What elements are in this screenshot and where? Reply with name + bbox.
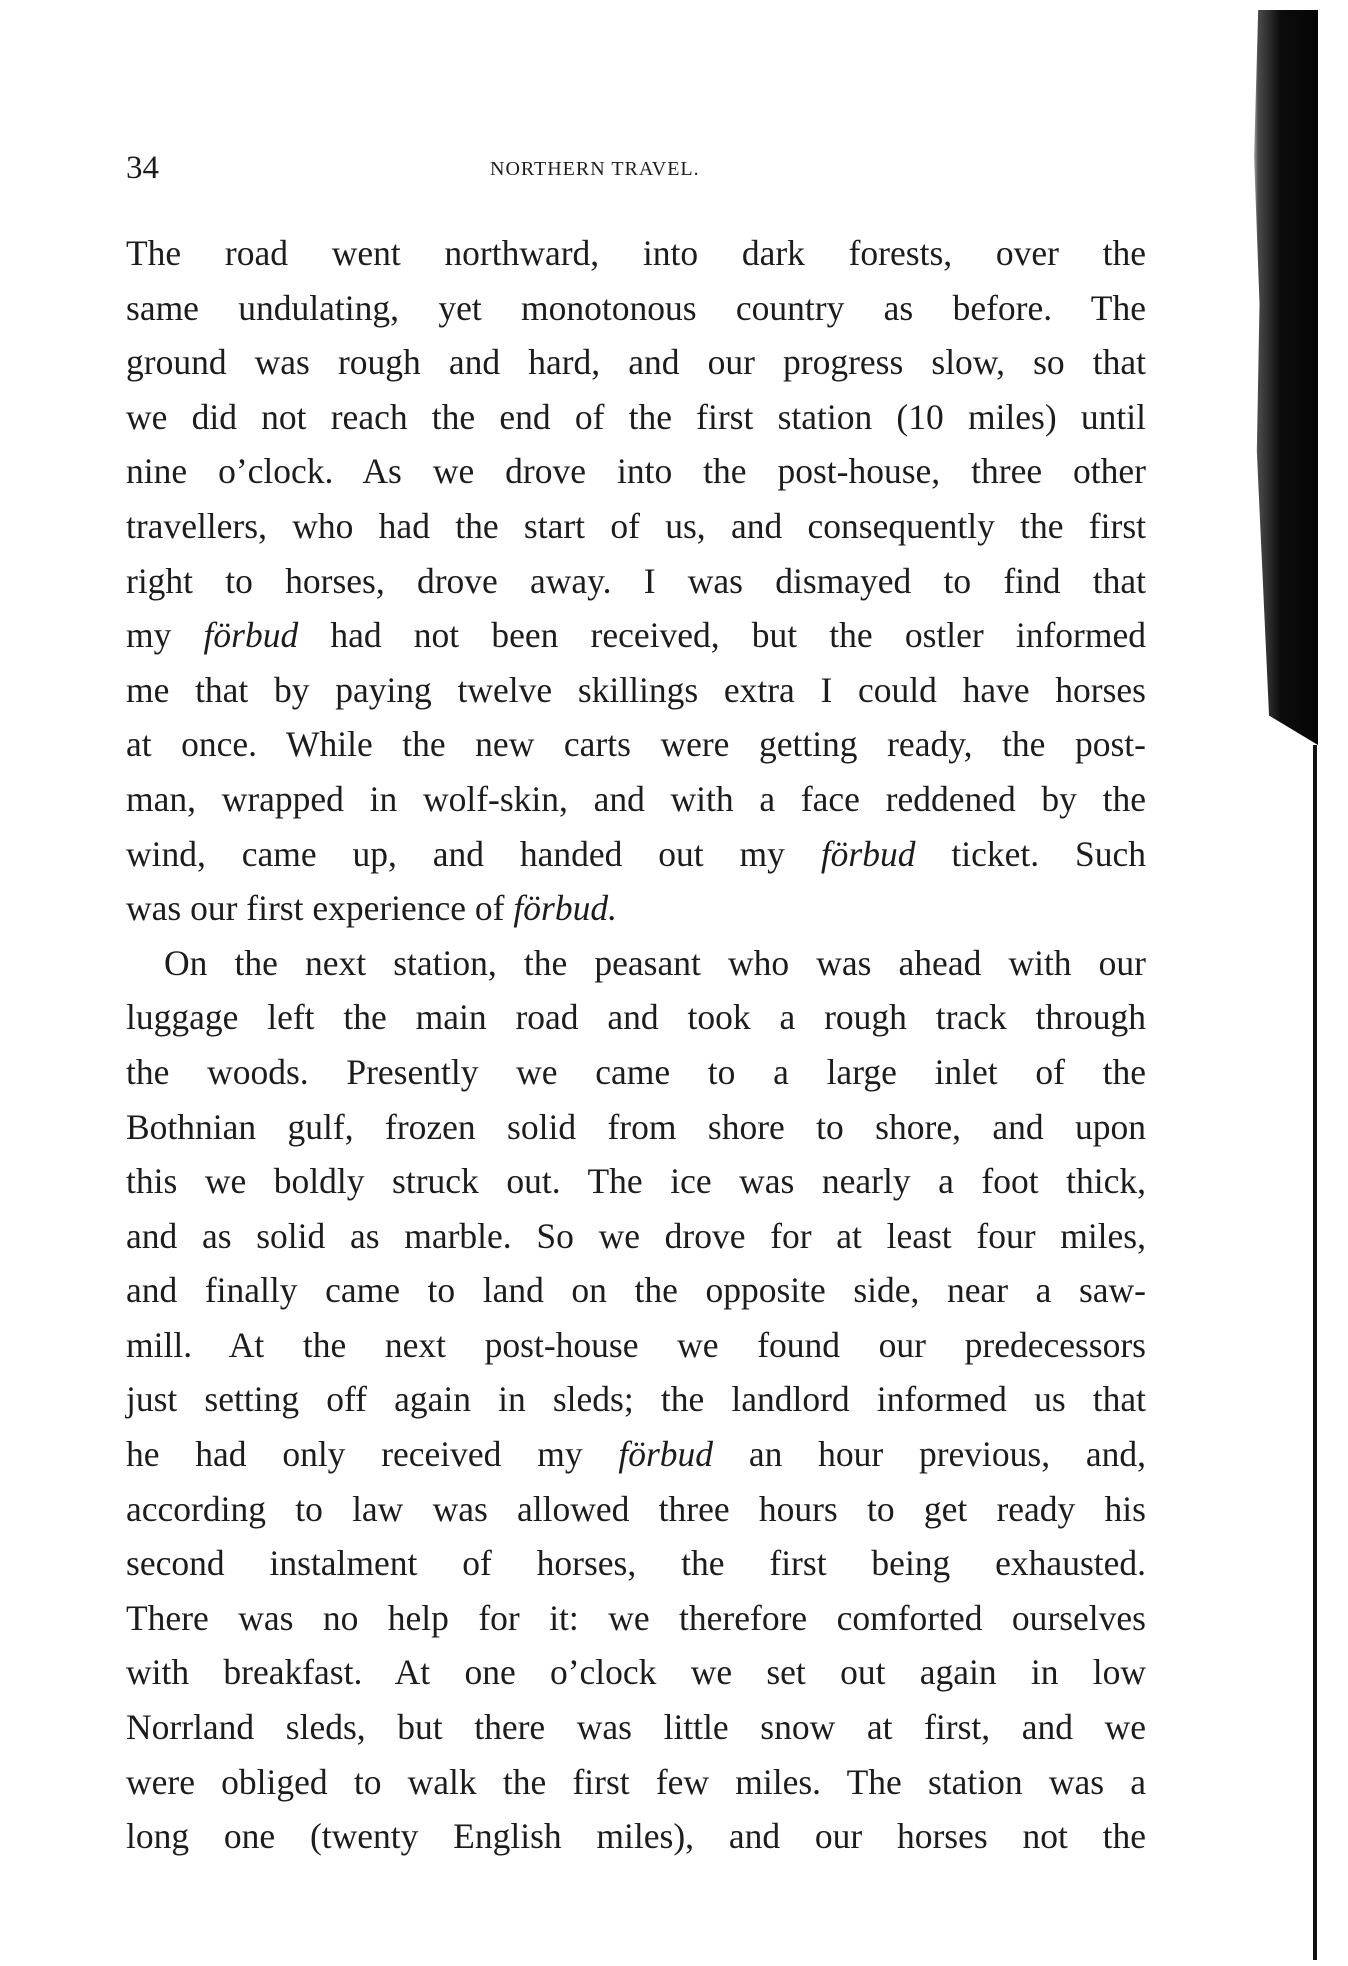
text-line: nine o’clock. As we drove into the post-house, three other	[126, 451, 1146, 492]
text-line: The road went northward, into dark forests, over the	[126, 233, 1146, 273]
text-line: me that by paying twelve skillings extra I could have horses	[126, 669, 1146, 710]
body-text	[126, 226, 1146, 1864]
paragraph-end-line: was our first experience of förbud.	[126, 888, 617, 929]
text-line: mill. At the next post-house we found our predecessors	[126, 1324, 1146, 1365]
text-line: Norrland sleds, but there was little snow at first, and we	[126, 1707, 1146, 1748]
italic-term: förbud	[820, 833, 916, 874]
italic-term: förbud	[203, 615, 299, 656]
text-line: and finally came to land on the opposite side, near a saw-	[126, 1270, 1146, 1311]
text-line: this we boldly struck out. The ice was nearly a foot thick,	[126, 1161, 1146, 1202]
running-head: NORTHERN TRAVEL.	[490, 158, 700, 180]
text-line: wind, came up, and handed out my förbud ticket. Such	[126, 833, 1146, 874]
text-line: he had only received my förbud an hour previous, and,	[126, 1434, 1147, 1475]
text-line: were obliged to walk the first few miles. The station was a	[126, 1761, 1146, 1802]
text-line: ground was rough and hard, and our progress slow, so that	[126, 342, 1146, 383]
text-line: the woods. Presently we came to a large inlet of the	[126, 1051, 1146, 1092]
text-line: luggage left the main road and took a rough track through	[126, 997, 1146, 1038]
text-line: my förbud had not been received, but the ostler informed	[126, 615, 1146, 656]
text-line: same undulating, yet monotonous country as before. The	[126, 287, 1146, 328]
text-line: travellers, who had the start of us, and consequently the first	[126, 505, 1146, 546]
scan-shadow-edge	[1250, 10, 1318, 745]
text-line: with breakfast. At one o’clock we set out again in low	[126, 1652, 1146, 1693]
text-line: we did not reach the end of the first station (10 miles) until	[126, 396, 1146, 437]
text-line: and as solid as marble. So we drove for at least four miles,	[126, 1215, 1146, 1256]
page-number: 34	[126, 150, 159, 186]
text-line: Bothnian gulf, frozen solid from shore to shore, and upon	[126, 1106, 1146, 1147]
text-line: right to horses, drove away. I was dismayed to find that	[126, 560, 1146, 601]
italic-term: förbud	[618, 1434, 714, 1475]
text-line: long one (twenty English miles), and our horses not the	[126, 1816, 1146, 1857]
text-line: second instalment of horses, the first being exhausted.	[126, 1543, 1146, 1584]
text-line: according to law was allowed three hours to get ready his	[126, 1488, 1146, 1529]
text-line: There was no help for it: we therefore comforted ourselves	[126, 1597, 1146, 1638]
italic-term: förbud.	[513, 888, 617, 929]
scan-edge-rule	[1313, 745, 1317, 1960]
paragraph-start-line: On the next station, the peasant who was ahead with our	[164, 942, 1146, 983]
text-line: just setting off again in sleds; the landlord informed us that	[126, 1379, 1146, 1420]
text-line: at once. While the new carts were getting ready, the post-	[126, 724, 1146, 765]
text-line: man, wrapped in wolf-skin, and with a face reddened by the	[126, 778, 1146, 819]
